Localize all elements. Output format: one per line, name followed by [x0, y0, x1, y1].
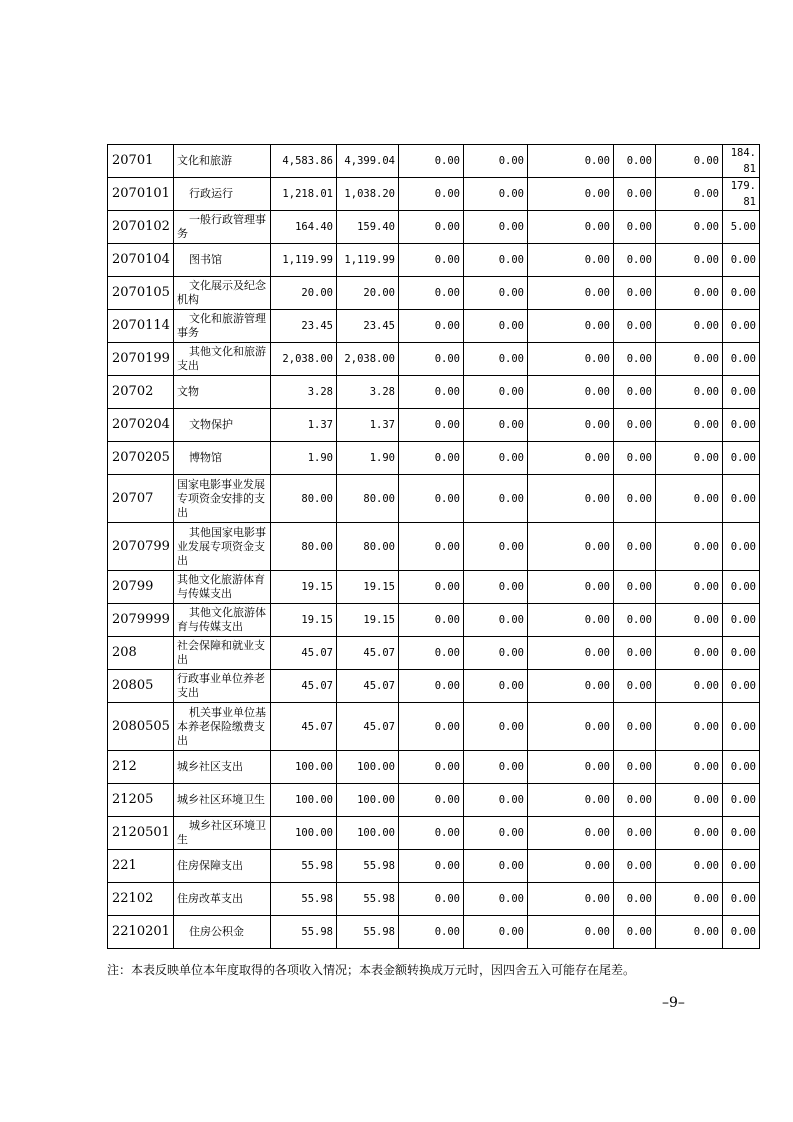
- amount-cell-6: 0.00: [614, 670, 656, 703]
- amount-cell-2: 100.00: [337, 817, 399, 850]
- table-row: [108, 178, 760, 211]
- subject-code-cell: 2070101: [108, 178, 174, 211]
- amount-cell-5: 0.00: [528, 670, 614, 703]
- subject-code-cell: 2120501: [108, 817, 174, 850]
- subject-code-cell: 208: [108, 637, 174, 670]
- subject-name-cell: 文化和旅游管理事务: [174, 310, 271, 343]
- subject-code-cell: 2079999: [108, 604, 174, 637]
- amount-cell-4: 0.00: [464, 178, 528, 211]
- amount-cell-3: 0.00: [399, 277, 464, 310]
- amount-cell-6: 0.00: [614, 883, 656, 916]
- subject-name-cell: 文物保护: [174, 409, 271, 442]
- amount-cell-4: 0.00: [464, 571, 528, 604]
- amount-cell-7: 0.00: [656, 409, 723, 442]
- amount-cell-5: 0.00: [528, 475, 614, 523]
- amount-cell-4: 0.00: [464, 817, 528, 850]
- table-row: [108, 817, 760, 850]
- amount-cell-3: 0.00: [399, 817, 464, 850]
- amount-cell-4: 0.00: [464, 244, 528, 277]
- amount-cell-6: 0.00: [614, 523, 656, 571]
- amount-cell-6: 0.00: [614, 751, 656, 784]
- amount-cell-1: 80.00: [271, 475, 337, 523]
- amount-cell-2: 45.07: [337, 670, 399, 703]
- subject-code-cell: 212: [108, 751, 174, 784]
- amount-cell-4: 0.00: [464, 277, 528, 310]
- amount-cell-1: 80.00: [271, 523, 337, 571]
- table-row: [108, 604, 760, 637]
- amount-cell-5: 0.00: [528, 145, 614, 178]
- amount-cell-7: 0.00: [656, 523, 723, 571]
- subject-code-cell: 20707: [108, 475, 174, 523]
- table-row: [108, 916, 760, 949]
- amount-cell-6: 0.00: [614, 703, 656, 751]
- amount-cell-4: 0.00: [464, 751, 528, 784]
- subject-name-cell: 其他文化旅游体育与传媒支出: [174, 604, 271, 637]
- amount-cell-6: 0.00: [614, 310, 656, 343]
- table-row: [108, 637, 760, 670]
- amount-cell-8: 0.00: [723, 409, 760, 442]
- amount-cell-4: 0.00: [464, 784, 528, 817]
- amount-cell-1: 164.40: [271, 211, 337, 244]
- amount-cell-7: 0.00: [656, 244, 723, 277]
- amount-cell-8: 184.81: [723, 145, 760, 178]
- amount-cell-7: 0.00: [656, 475, 723, 523]
- table-row: [108, 310, 760, 343]
- subject-name-cell: 其他文化和旅游支出: [174, 343, 271, 376]
- amount-cell-1: 1,218.01: [271, 178, 337, 211]
- amount-cell-3: 0.00: [399, 343, 464, 376]
- amount-cell-3: 0.00: [399, 883, 464, 916]
- amount-cell-3: 0.00: [399, 637, 464, 670]
- amount-cell-1: 1.90: [271, 442, 337, 475]
- amount-cell-8: 0.00: [723, 244, 760, 277]
- amount-cell-2: 100.00: [337, 751, 399, 784]
- table-body: [108, 145, 760, 949]
- amount-cell-3: 0.00: [399, 244, 464, 277]
- amount-cell-1: 23.45: [271, 310, 337, 343]
- amount-cell-1: 1.37: [271, 409, 337, 442]
- amount-cell-4: 0.00: [464, 850, 528, 883]
- subject-code-cell: 221: [108, 850, 174, 883]
- amount-cell-7: 0.00: [656, 604, 723, 637]
- amount-cell-5: 0.00: [528, 883, 614, 916]
- amount-cell-5: 0.00: [528, 637, 614, 670]
- amount-cell-1: 55.98: [271, 883, 337, 916]
- subject-name-cell: 其他国家电影事业发展专项资金支出: [174, 523, 271, 571]
- subject-name-cell: 图书馆: [174, 244, 271, 277]
- amount-cell-1: 19.15: [271, 604, 337, 637]
- subject-name-cell: 城乡社区支出: [174, 751, 271, 784]
- amount-cell-3: 0.00: [399, 211, 464, 244]
- amount-cell-5: 0.00: [528, 916, 614, 949]
- amount-cell-6: 0.00: [614, 817, 656, 850]
- amount-cell-2: 45.07: [337, 703, 399, 751]
- amount-cell-6: 0.00: [614, 916, 656, 949]
- amount-cell-2: 80.00: [337, 475, 399, 523]
- amount-cell-3: 0.00: [399, 442, 464, 475]
- amount-cell-4: 0.00: [464, 145, 528, 178]
- subject-name-cell: 住房公积金: [174, 916, 271, 949]
- amount-cell-4: 0.00: [464, 376, 528, 409]
- amount-cell-8: 0.00: [723, 604, 760, 637]
- subject-code-cell: 21205: [108, 784, 174, 817]
- amount-cell-2: 159.40: [337, 211, 399, 244]
- amount-cell-5: 0.00: [528, 310, 614, 343]
- page-number: –9–: [662, 995, 685, 1011]
- amount-cell-6: 0.00: [614, 277, 656, 310]
- amount-cell-8: 0.00: [723, 850, 760, 883]
- amount-cell-2: 45.07: [337, 637, 399, 670]
- amount-cell-1: 100.00: [271, 751, 337, 784]
- amount-cell-2: 2,038.00: [337, 343, 399, 376]
- amount-cell-2: 55.98: [337, 916, 399, 949]
- amount-cell-1: 100.00: [271, 784, 337, 817]
- subject-code-cell: 2210201: [108, 916, 174, 949]
- subject-name-cell: 文化和旅游: [174, 145, 271, 178]
- amount-cell-8: 0.00: [723, 751, 760, 784]
- amount-cell-4: 0.00: [464, 670, 528, 703]
- amount-cell-8: 179.81: [723, 178, 760, 211]
- table-row: [108, 343, 760, 376]
- amount-cell-3: 0.00: [399, 571, 464, 604]
- amount-cell-8: 0.00: [723, 475, 760, 523]
- amount-cell-8: 0.00: [723, 916, 760, 949]
- amount-cell-5: 0.00: [528, 817, 614, 850]
- amount-cell-4: 0.00: [464, 310, 528, 343]
- amount-cell-8: 0.00: [723, 442, 760, 475]
- subject-code-cell: 20799: [108, 571, 174, 604]
- amount-cell-8: 0.00: [723, 784, 760, 817]
- amount-cell-2: 19.15: [337, 604, 399, 637]
- table-row: [108, 703, 760, 751]
- amount-cell-6: 0.00: [614, 244, 656, 277]
- table-row: [108, 145, 760, 178]
- amount-cell-1: 45.07: [271, 703, 337, 751]
- amount-cell-1: 45.07: [271, 637, 337, 670]
- amount-cell-7: 0.00: [656, 637, 723, 670]
- amount-cell-3: 0.00: [399, 784, 464, 817]
- amount-cell-7: 0.00: [656, 751, 723, 784]
- amount-cell-2: 55.98: [337, 850, 399, 883]
- amount-cell-1: 2,038.00: [271, 343, 337, 376]
- amount-cell-8: 0.00: [723, 376, 760, 409]
- table-row: [108, 670, 760, 703]
- amount-cell-7: 0.00: [656, 277, 723, 310]
- table-row: [108, 409, 760, 442]
- amount-cell-7: 0.00: [656, 310, 723, 343]
- amount-cell-4: 0.00: [464, 211, 528, 244]
- amount-cell-7: 0.00: [656, 784, 723, 817]
- amount-cell-4: 0.00: [464, 343, 528, 376]
- amount-cell-1: 100.00: [271, 817, 337, 850]
- subject-name-cell: 行政事业单位养老支出: [174, 670, 271, 703]
- amount-cell-5: 0.00: [528, 277, 614, 310]
- amount-cell-3: 0.00: [399, 670, 464, 703]
- subject-name-cell: 社会保障和就业支出: [174, 637, 271, 670]
- subject-code-cell: 2070105: [108, 277, 174, 310]
- subject-name-cell: 住房改革支出: [174, 883, 271, 916]
- amount-cell-7: 0.00: [656, 817, 723, 850]
- amount-cell-5: 0.00: [528, 244, 614, 277]
- table-row: [108, 751, 760, 784]
- amount-cell-1: 55.98: [271, 850, 337, 883]
- amount-cell-6: 0.00: [614, 376, 656, 409]
- table-row: [108, 376, 760, 409]
- amount-cell-2: 80.00: [337, 523, 399, 571]
- amount-cell-3: 0.00: [399, 145, 464, 178]
- amount-cell-2: 1,038.20: [337, 178, 399, 211]
- subject-name-cell: 其他文化旅游体育与传媒支出: [174, 571, 271, 604]
- amount-cell-7: 0.00: [656, 883, 723, 916]
- amount-cell-4: 0.00: [464, 475, 528, 523]
- amount-cell-8: 0.00: [723, 523, 760, 571]
- table-row: [108, 442, 760, 475]
- amount-cell-2: 19.15: [337, 571, 399, 604]
- amount-cell-1: 45.07: [271, 670, 337, 703]
- table-row: [108, 211, 760, 244]
- amount-cell-3: 0.00: [399, 523, 464, 571]
- amount-cell-8: 5.00: [723, 211, 760, 244]
- amount-cell-2: 4,399.04: [337, 145, 399, 178]
- amount-cell-2: 1.90: [337, 442, 399, 475]
- amount-cell-5: 0.00: [528, 571, 614, 604]
- amount-cell-1: 3.28: [271, 376, 337, 409]
- table-row: [108, 571, 760, 604]
- amount-cell-1: 20.00: [271, 277, 337, 310]
- amount-cell-3: 0.00: [399, 475, 464, 523]
- amount-cell-6: 0.00: [614, 343, 656, 376]
- amount-cell-5: 0.00: [528, 178, 614, 211]
- amount-cell-6: 0.00: [614, 604, 656, 637]
- amount-cell-3: 0.00: [399, 916, 464, 949]
- amount-cell-6: 0.00: [614, 145, 656, 178]
- amount-cell-7: 0.00: [656, 442, 723, 475]
- amount-cell-6: 0.00: [614, 211, 656, 244]
- subject-code-cell: 20805: [108, 670, 174, 703]
- amount-cell-5: 0.00: [528, 523, 614, 571]
- amount-cell-8: 0.00: [723, 670, 760, 703]
- amount-cell-4: 0.00: [464, 703, 528, 751]
- subject-name-cell: 行政运行: [174, 178, 271, 211]
- amount-cell-6: 0.00: [614, 442, 656, 475]
- amount-cell-8: 0.00: [723, 703, 760, 751]
- amount-cell-5: 0.00: [528, 376, 614, 409]
- subject-name-cell: 城乡社区环境卫生: [174, 817, 271, 850]
- subject-name-cell: 机关事业单位基本养老保险缴费支出: [174, 703, 271, 751]
- amount-cell-2: 3.28: [337, 376, 399, 409]
- amount-cell-8: 0.00: [723, 277, 760, 310]
- subject-code-cell: 2070104: [108, 244, 174, 277]
- subject-code-cell: 2070114: [108, 310, 174, 343]
- amount-cell-6: 0.00: [614, 784, 656, 817]
- income-table-container: [107, 144, 760, 949]
- subject-code-cell: 2070204: [108, 409, 174, 442]
- subject-name-cell: 一般行政管理事务: [174, 211, 271, 244]
- amount-cell-5: 0.00: [528, 442, 614, 475]
- subject-name-cell: 文物: [174, 376, 271, 409]
- amount-cell-1: 19.15: [271, 571, 337, 604]
- amount-cell-3: 0.00: [399, 178, 464, 211]
- amount-cell-2: 20.00: [337, 277, 399, 310]
- subject-code-cell: 2070205: [108, 442, 174, 475]
- amount-cell-2: 1.37: [337, 409, 399, 442]
- amount-cell-3: 0.00: [399, 604, 464, 637]
- amount-cell-7: 0.00: [656, 376, 723, 409]
- table-row: [108, 523, 760, 571]
- table-row: [108, 244, 760, 277]
- subject-code-cell: 22102: [108, 883, 174, 916]
- table-row: [108, 850, 760, 883]
- amount-cell-8: 0.00: [723, 637, 760, 670]
- amount-cell-2: 55.98: [337, 883, 399, 916]
- amount-cell-8: 0.00: [723, 817, 760, 850]
- amount-cell-7: 0.00: [656, 343, 723, 376]
- subject-code-cell: 2070799: [108, 523, 174, 571]
- amount-cell-4: 0.00: [464, 916, 528, 949]
- subject-code-cell: 2070102: [108, 211, 174, 244]
- amount-cell-8: 0.00: [723, 343, 760, 376]
- amount-cell-4: 0.00: [464, 883, 528, 916]
- subject-code-cell: 20701: [108, 145, 174, 178]
- amount-cell-8: 0.00: [723, 310, 760, 343]
- table-row: [108, 784, 760, 817]
- amount-cell-5: 0.00: [528, 751, 614, 784]
- amount-cell-4: 0.00: [464, 523, 528, 571]
- amount-cell-6: 0.00: [614, 637, 656, 670]
- amount-cell-5: 0.00: [528, 784, 614, 817]
- amount-cell-7: 0.00: [656, 211, 723, 244]
- amount-cell-7: 0.00: [656, 703, 723, 751]
- amount-cell-3: 0.00: [399, 850, 464, 883]
- amount-cell-1: 4,583.86: [271, 145, 337, 178]
- amount-cell-1: 55.98: [271, 916, 337, 949]
- amount-cell-2: 1,119.99: [337, 244, 399, 277]
- income-table: [107, 144, 760, 949]
- amount-cell-7: 0.00: [656, 850, 723, 883]
- amount-cell-3: 0.00: [399, 703, 464, 751]
- amount-cell-2: 100.00: [337, 784, 399, 817]
- amount-cell-6: 0.00: [614, 409, 656, 442]
- amount-cell-6: 0.00: [614, 850, 656, 883]
- subject-name-cell: 文化展示及纪念机构: [174, 277, 271, 310]
- amount-cell-7: 0.00: [656, 670, 723, 703]
- amount-cell-7: 0.00: [656, 178, 723, 211]
- amount-cell-5: 0.00: [528, 850, 614, 883]
- amount-cell-4: 0.00: [464, 637, 528, 670]
- amount-cell-6: 0.00: [614, 475, 656, 523]
- amount-cell-4: 0.00: [464, 604, 528, 637]
- table-footnote: 注：本表反映单位本年度取得的各项收入情况；本表金额转换成万元时，因四舍五入可能存在尾差。: [107, 963, 636, 977]
- amount-cell-5: 0.00: [528, 703, 614, 751]
- subject-name-cell: 住房保障支出: [174, 850, 271, 883]
- subject-code-cell: 2070199: [108, 343, 174, 376]
- subject-name-cell: 博物馆: [174, 442, 271, 475]
- table-row: [108, 883, 760, 916]
- amount-cell-3: 0.00: [399, 751, 464, 784]
- amount-cell-6: 0.00: [614, 178, 656, 211]
- amount-cell-3: 0.00: [399, 409, 464, 442]
- amount-cell-5: 0.00: [528, 604, 614, 637]
- amount-cell-5: 0.00: [528, 409, 614, 442]
- amount-cell-8: 0.00: [723, 571, 760, 604]
- amount-cell-3: 0.00: [399, 376, 464, 409]
- amount-cell-4: 0.00: [464, 409, 528, 442]
- amount-cell-7: 0.00: [656, 145, 723, 178]
- amount-cell-1: 1,119.99: [271, 244, 337, 277]
- subject-name-cell: 城乡社区环境卫生: [174, 784, 271, 817]
- amount-cell-2: 23.45: [337, 310, 399, 343]
- subject-name-cell: 国家电影事业发展专项资金安排的支出: [174, 475, 271, 523]
- amount-cell-5: 0.00: [528, 343, 614, 376]
- table-row: [108, 277, 760, 310]
- amount-cell-8: 0.00: [723, 883, 760, 916]
- amount-cell-5: 0.00: [528, 211, 614, 244]
- amount-cell-4: 0.00: [464, 442, 528, 475]
- amount-cell-7: 0.00: [656, 916, 723, 949]
- amount-cell-7: 0.00: [656, 571, 723, 604]
- subject-code-cell: 2080505: [108, 703, 174, 751]
- table-row: [108, 475, 760, 523]
- amount-cell-3: 0.00: [399, 310, 464, 343]
- subject-code-cell: 20702: [108, 376, 174, 409]
- amount-cell-6: 0.00: [614, 571, 656, 604]
